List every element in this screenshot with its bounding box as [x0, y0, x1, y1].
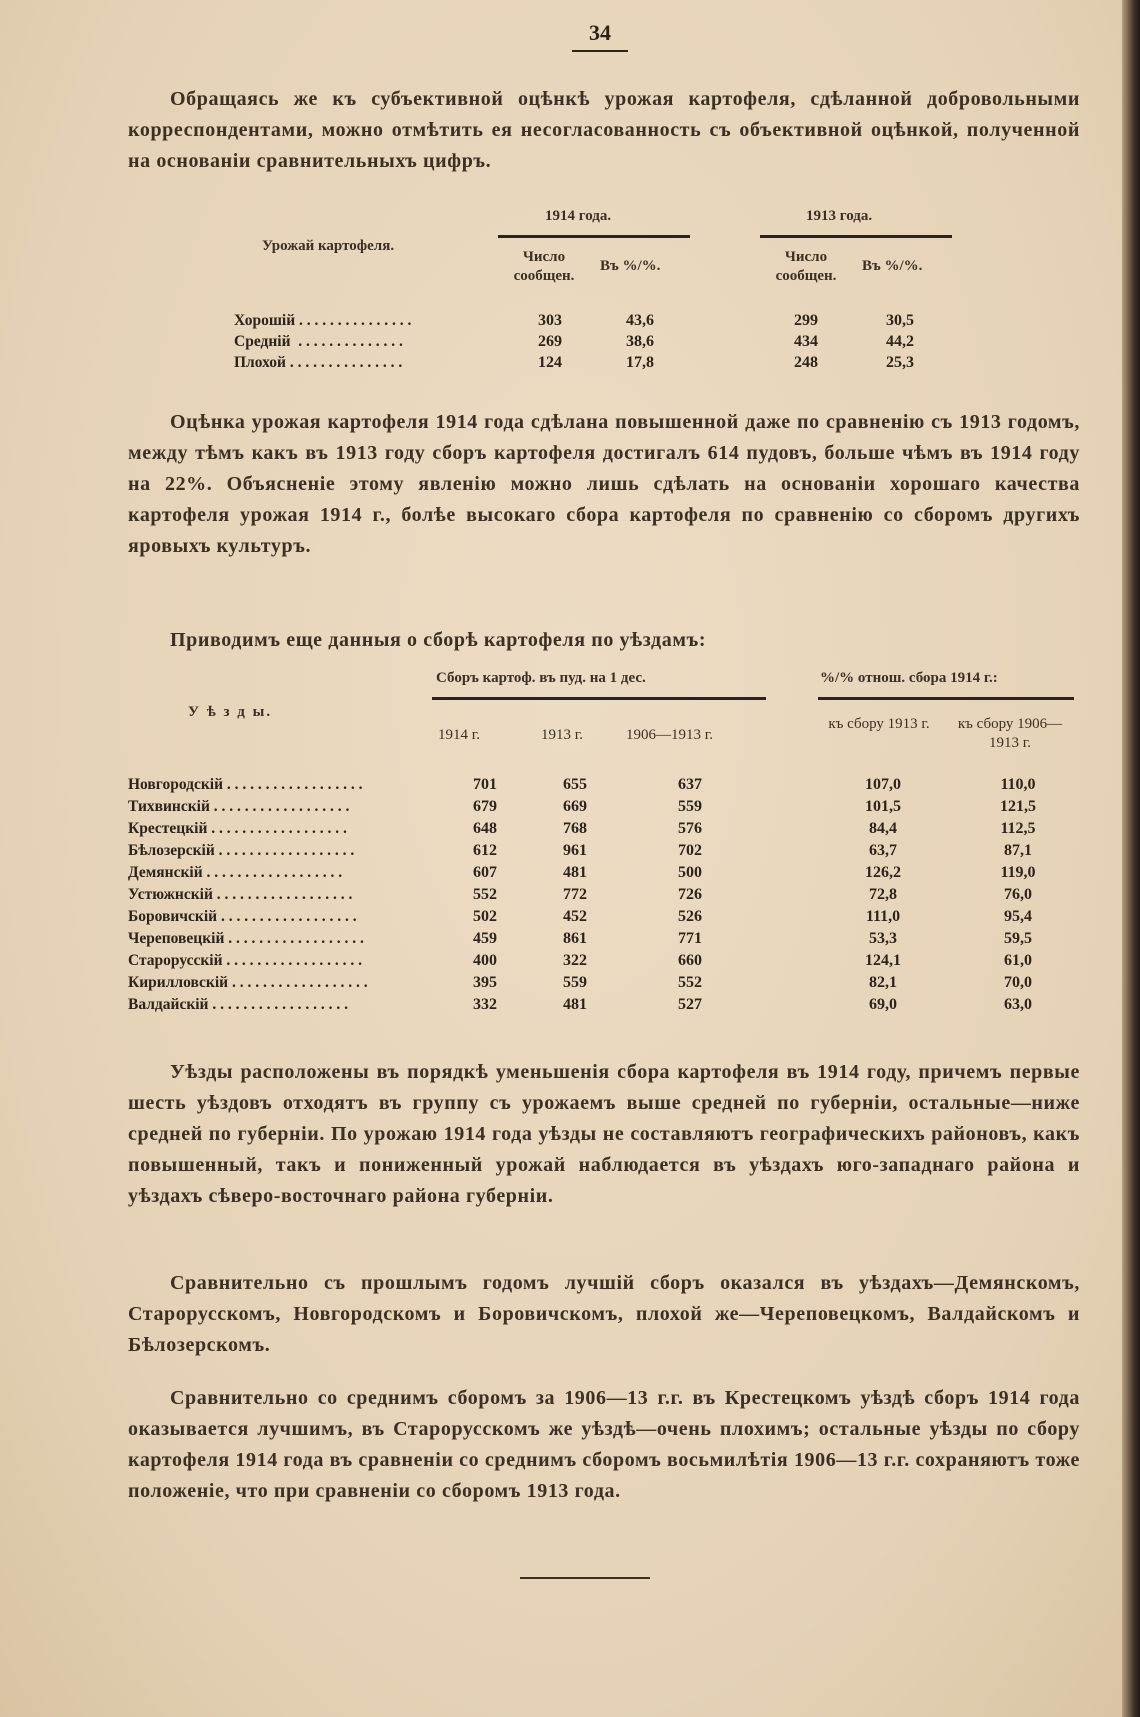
table2-cell: 679 — [473, 798, 497, 815]
table2-cell: 648 — [473, 820, 497, 837]
table2-cell: 63,0 — [1004, 996, 1032, 1013]
table2-cell: 111,0 — [865, 908, 901, 925]
table2-col-1913: 1913 г. — [541, 727, 583, 743]
table1-col-count-2: Число сообщен. — [775, 249, 837, 284]
paragraph-1-text: Обращаясь же къ субъективной оцѣнкѣ урожая картофеля, сдѣланной добровольными корреспондентами, можно отмѣтить ея несогласованность съ объективной оцѣнкой, полученной на основаніи сравнительныхъ цифръ. — [128, 88, 1080, 172]
table1-cell: 269 — [538, 333, 562, 350]
table2-cell: 660 — [678, 952, 702, 969]
table1-cell: 248 — [794, 354, 818, 371]
table2-cell: 527 — [678, 996, 702, 1013]
table2-row-header: У ѣ з д ы. — [188, 704, 273, 720]
paragraph-3-text: Приводимъ еще данныя о сборѣ картофеля по уѣздамъ: — [170, 629, 707, 651]
paragraph-2 — [128, 407, 1080, 562]
table2-cell: 481 — [563, 864, 587, 881]
table2-row-label: Бѣлозерскій . . . . . . . . . . . . . . . . . . — [128, 842, 355, 859]
table2-cell: 526 — [678, 908, 702, 925]
table2-cell: 87,1 — [1004, 842, 1032, 859]
paragraph-4 — [128, 1057, 1080, 1212]
table2-cell: 961 — [563, 842, 587, 859]
table2-cell: 655 — [563, 776, 587, 793]
table2-cell: 607 — [473, 864, 497, 881]
table2-cell: 70,0 — [1004, 974, 1032, 991]
table2-cell: 861 — [563, 930, 587, 947]
table2-row-label: Валдайскій . . . . . . . . . . . . . . . . . . — [128, 996, 348, 1013]
table1-year2: 1913 года. — [806, 208, 873, 224]
page-edge — [1122, 0, 1140, 1717]
table1-row-label: Хорошій . . . . . . . . . . . . . . . — [234, 312, 412, 329]
table1-cell: 299 — [794, 312, 818, 329]
table2-group1-rule — [432, 697, 766, 700]
table2-row-label: Кирилловскій . . . . . . . . . . . . . . . . . . — [128, 974, 368, 991]
table2-col-ratio-avg: къ сбору 1906—1913 г. — [957, 716, 1063, 751]
table1-cell: 434 — [794, 333, 818, 350]
table2-row-label: Крестецкій . . . . . . . . . . . . . . . . . . — [128, 820, 347, 837]
table2-cell: 107,0 — [865, 776, 901, 793]
table2-cell: 771 — [678, 930, 702, 947]
table2-cell: 112,5 — [1000, 820, 1036, 837]
table2-group2-header: %/% отнош. сбора 1914 г.: — [820, 670, 998, 686]
table1-cell: 38,6 — [626, 333, 654, 350]
table2-cell: 502 — [473, 908, 497, 925]
table2-cell: 576 — [678, 820, 702, 837]
table1-cell: 17,8 — [626, 354, 654, 371]
paragraph-4-text: Уѣзды расположены въ порядкѣ уменьшенія сбора картофеля въ 1914 году, причемъ первые шесть уѣздовъ отходятъ въ группу съ урожаемъ выше средней по губерніи, остальные—ниже средней по губерніи. По урожаю 1914 года уѣзды не составляютъ географическихъ районовъ, какъ повышенный, такъ и пониженный урожай наблюдается въ уѣздахъ юго-западнаго района и уѣздахъ сѣверо-восточнаго района губерніи. — [128, 1061, 1080, 1207]
table2-row-label: Боровичскій . . . . . . . . . . . . . . . . . . — [128, 908, 357, 925]
table2-cell: 101,5 — [865, 798, 901, 815]
table1-cell: 43,6 — [626, 312, 654, 329]
table1-cell: 124 — [538, 354, 562, 371]
table2-row-label: Демянскій . . . . . . . . . . . . . . . . . . — [128, 864, 343, 881]
table1-year1-rule — [498, 235, 690, 238]
table2-cell: 322 — [563, 952, 587, 969]
table1-row-label: Средній . . . . . . . . . . . . . . — [234, 333, 403, 350]
table1-col-pct-1: Въ %/%. — [600, 258, 661, 274]
table2-cell: 63,7 — [869, 842, 897, 859]
table2-col-1906-1913: 1906—1913 г. — [626, 727, 713, 743]
table2-cell: 59,5 — [1004, 930, 1032, 947]
table2-cell: 459 — [473, 930, 497, 947]
paragraph-3 — [128, 625, 1080, 656]
table2-group1-header: Сборъ картоф. въ пуд. на 1 дес. — [436, 670, 646, 686]
table2-cell: 395 — [473, 974, 497, 991]
table2-cell: 119,0 — [1000, 864, 1036, 881]
table2-cell: 500 — [678, 864, 702, 881]
table1-cell: 44,2 — [886, 333, 914, 350]
table2-col-ratio-1913: къ сбору 1913 г. — [828, 716, 930, 732]
table2-cell: 612 — [473, 842, 497, 859]
table2-row-label: Тихвинскій . . . . . . . . . . . . . . . . . . — [128, 798, 350, 815]
table2-row-label: Новгородскій . . . . . . . . . . . . . . . . . . — [128, 776, 363, 793]
paragraph-6 — [128, 1383, 1080, 1507]
table1-col-pct-2: Въ %/%. — [862, 258, 923, 274]
table2-cell: 559 — [678, 798, 702, 815]
table2-cell: 53,3 — [869, 930, 897, 947]
table2-cell: 61,0 — [1004, 952, 1032, 969]
table2-cell: 768 — [563, 820, 587, 837]
table2-cell: 126,2 — [865, 864, 901, 881]
table2-cell: 702 — [678, 842, 702, 859]
table2-cell: 76,0 — [1004, 886, 1032, 903]
table2-cell: 669 — [563, 798, 587, 815]
paragraph-5 — [128, 1268, 1080, 1361]
table1-year2-rule — [760, 235, 952, 238]
table2-group2-rule — [818, 697, 1074, 700]
table2-cell: 95,4 — [1004, 908, 1032, 925]
table1-row-label: Плохой . . . . . . . . . . . . . . . — [234, 354, 403, 371]
table1-cell: 30,5 — [886, 312, 914, 329]
page-number: 34 — [589, 20, 611, 45]
table2-row-label: Старорусскій . . . . . . . . . . . . . . . . . . — [128, 952, 363, 969]
table2-cell: 110,0 — [1000, 776, 1036, 793]
table2-cell: 124,1 — [865, 952, 901, 969]
paragraph-5-text: Сравнительно съ прошлымъ годомъ лучшій сборъ оказался въ уѣздахъ—Демянскомъ, Старорусскомъ, Новгородскомъ и Боровичскомъ, плохой же—Череповецкомъ, Валдайскомъ и Бѣлозерскомъ. — [128, 1272, 1080, 1356]
page-number-rule — [572, 50, 628, 52]
table2-row-label: Устюжнскій . . . . . . . . . . . . . . . . . . — [128, 886, 353, 903]
table2-cell: 726 — [678, 886, 702, 903]
table2-cell: 400 — [473, 952, 497, 969]
table2-cell: 552 — [678, 974, 702, 991]
table1-cell: 303 — [538, 312, 562, 329]
paragraph-2-text: Оцѣнка урожая картофеля 1914 года сдѣлана повышенной даже по сравненію съ 1913 годомъ, между тѣмъ какъ въ 1913 году сборъ картофеля достигалъ 614 пудовъ, больше чѣмъ въ 1914 году на 22%. Объясненіе этому явленію можно лишь сдѣлать на основаніи хорошаго качества картофеля урожая 1914 г., болѣе высокаго сбора картофеля по сравненію со сборомъ другихъ яровыхъ культуръ. — [128, 411, 1080, 557]
table2-cell: 552 — [473, 886, 497, 903]
table2-cell: 84,4 — [869, 820, 897, 837]
table2-cell: 69,0 — [869, 996, 897, 1013]
table2-cell: 452 — [563, 908, 587, 925]
table2-row-label: Череповецкій . . . . . . . . . . . . . . . . . . — [128, 930, 364, 947]
table2-cell: 72,8 — [869, 886, 897, 903]
end-rule — [520, 1577, 650, 1579]
table2-cell: 481 — [563, 996, 587, 1013]
paragraph-1 — [128, 84, 1080, 177]
table2-col-1914: 1914 г. — [438, 727, 480, 743]
paragraph-6-text: Сравнительно со среднимъ сборомъ за 1906—13 г.г. въ Крестецкомъ уѣздѣ сборъ 1914 года оказывается лучшимъ, въ Старорусскомъ же уѣздѣ—очень плохимъ; остальные уѣзды по сбору картофеля 1914 года въ сравненіи со среднимъ сборомъ восьмилѣтія 1906—13 г.г. сохраняютъ тоже положеніе, что при сравненіи со сборомъ 1913 года. — [128, 1387, 1080, 1502]
table1-cell: 25,3 — [886, 354, 914, 371]
table1-year1: 1914 года. — [545, 208, 612, 224]
table2-cell: 559 — [563, 974, 587, 991]
table1-col-count-1: Число сообщен. — [513, 249, 575, 284]
table2-cell: 332 — [473, 996, 497, 1013]
table2-cell: 701 — [473, 776, 497, 793]
table2-cell: 121,5 — [1000, 798, 1036, 815]
table2-cell: 637 — [678, 776, 702, 793]
table1-row-header: Урожай картофеля. — [262, 238, 395, 254]
table2-cell: 772 — [563, 886, 587, 903]
table2-cell: 82,1 — [869, 974, 897, 991]
